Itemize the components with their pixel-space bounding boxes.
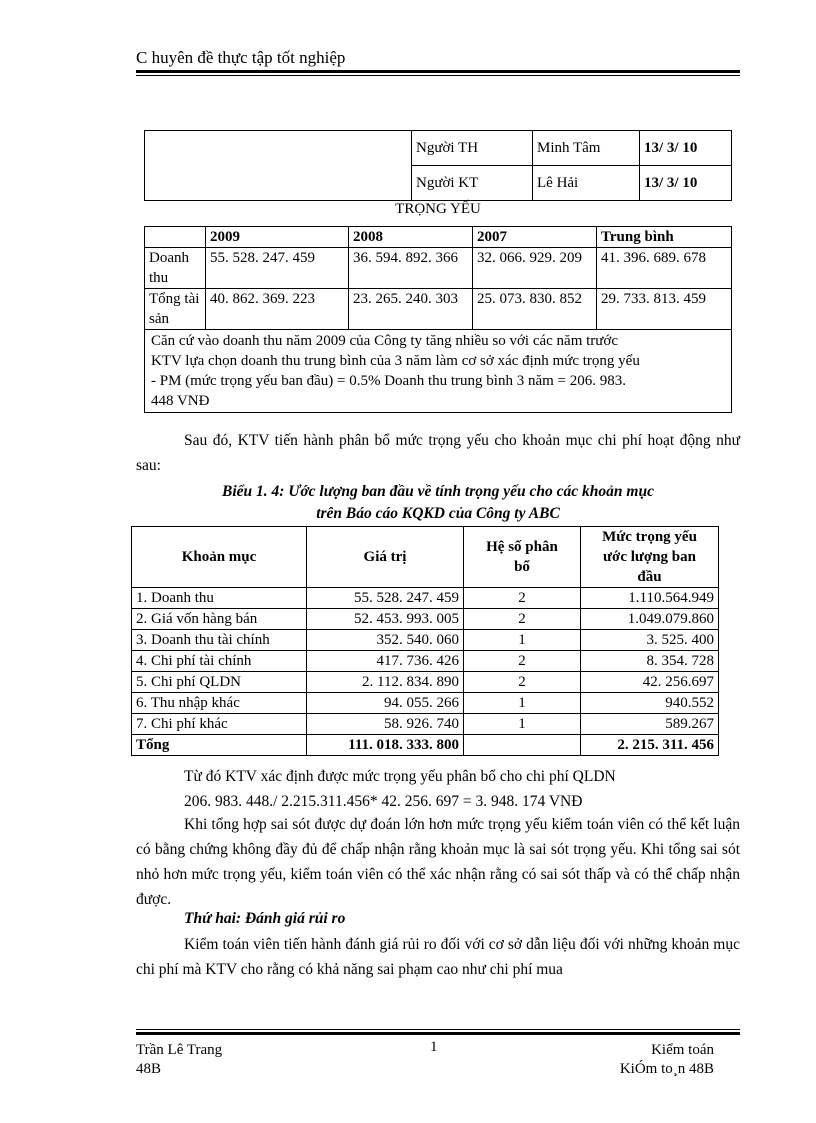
value-cell: 55. 528. 247. 459	[307, 588, 464, 609]
signoff-name: Minh Tâm	[533, 131, 640, 166]
note-line: - PM (mức trọng yếu ban đầu) = 0.5% Doanh thu trung bình 3 năm = 206. 983.	[151, 373, 626, 389]
value-cell: 36. 594. 892. 366	[349, 248, 473, 289]
footer-rule-thin	[136, 1029, 740, 1030]
col-header: Mức trọng yếu ước lượng ban đầu	[581, 527, 719, 588]
footer-dept: Kiểm toán	[651, 1042, 714, 1058]
footer-class-left: 48B	[136, 1061, 162, 1077]
conclusion-paragraph: Khi tổng hợp sai sót được dự đoán lớn hơn mức trọng yếu kiểm toán viên có thể kết luận có bằng chứng không đầy đủ để chấp nhận rằng khoản mục là sai sót trọng yếu. Khi tổng sai sót nhỏ hơn mức trọng yếu, kiểm toán viên có thể xác nhận rằng có sai sót thấp và có thể chấp nhận được.	[136, 816, 740, 908]
item-cell: 6. Thu nhập khác	[132, 693, 307, 714]
signoff-blank-cell	[145, 131, 412, 201]
total-row	[132, 735, 719, 756]
item-cell: 3. Doanh thu tài chính	[132, 630, 307, 651]
coef-cell: 1	[464, 714, 581, 735]
signoff-table	[144, 130, 732, 201]
row-label: Tổng tài sản	[145, 289, 206, 330]
value-cell: 55. 528. 247. 459	[206, 248, 349, 289]
pm-cell: 8. 354. 728	[581, 651, 719, 672]
col-header: Giá trị	[307, 527, 464, 588]
table-row	[132, 630, 719, 651]
pm-cell: 940.552	[581, 693, 719, 714]
signoff-date: 13/ 3/ 10	[640, 131, 732, 166]
table-row	[132, 714, 719, 735]
year-header: Trung bình	[597, 227, 732, 248]
total-label: Tổng	[132, 735, 307, 756]
result-formula: 206. 983. 448./ 2.215.311.456* 42. 256. 697 = 3. 948. 174 VNĐ	[184, 793, 583, 810]
total-value: 111. 018. 333. 800	[307, 735, 464, 756]
item-cell: 4. Chi phí tài chính	[132, 651, 307, 672]
signoff-date: 13/ 3/ 10	[640, 166, 732, 201]
total-pm: 2. 215. 311. 456	[581, 735, 719, 756]
value-cell: 2. 112. 834. 890	[307, 672, 464, 693]
materiality-note	[145, 330, 732, 413]
footer-rule-thick	[136, 1032, 740, 1035]
signoff-label: Người TH	[412, 131, 533, 166]
materiality-title: TRỌNG YẾU	[395, 201, 481, 217]
header-rule-thick	[136, 70, 740, 73]
value-cell: 94. 055. 266	[307, 693, 464, 714]
table-row	[132, 651, 719, 672]
col-header: Khoản mục	[132, 527, 307, 588]
signoff-label: Người KT	[412, 166, 533, 201]
table-row	[132, 672, 719, 693]
allocation-table	[131, 526, 719, 756]
footer-class-right: KiÓm to¸n 48B	[619, 1061, 714, 1077]
table-row	[132, 588, 719, 609]
value-cell: 417. 736. 426	[307, 651, 464, 672]
item-cell: 7. Chi phí khác	[132, 714, 307, 735]
coef-cell: 2	[464, 672, 581, 693]
pm-cell: 3. 525. 400	[581, 630, 719, 651]
value-cell: 58. 926. 740	[307, 714, 464, 735]
value-cell: 52. 453. 993. 005	[307, 609, 464, 630]
table-row	[132, 609, 719, 630]
year-header: 2007	[473, 227, 597, 248]
risk-paragraph: Kiểm toán viên tiến hành đánh giá rủi ro đối với cơ sở dẫn liệu đối với những khoản mục chi phí mà KTV cho rằng có khả năng sai phạm cao như chi phí mua	[136, 936, 740, 978]
result-paragraph-1: Từ đó KTV xác định được mức trọng yếu phân bổ cho chi phí QLDN	[184, 768, 616, 785]
item-cell: 2. Giá vốn hàng bán	[132, 609, 307, 630]
note-line: 448 VNĐ	[151, 393, 210, 409]
value-cell: 29. 733. 813. 459	[597, 289, 732, 330]
item-cell: 5. Chi phí QLDN	[132, 672, 307, 693]
table-caption-line2: trên Báo cáo KQKD của Công ty ABC	[316, 505, 560, 522]
row-label: Doanh thu	[145, 248, 206, 289]
footer-page-number: 1	[430, 1039, 438, 1055]
page-header-title: C huyên đề thực tập tốt nghiệp	[136, 48, 346, 67]
pm-cell: 589.267	[581, 714, 719, 735]
value-cell: 41. 396. 689. 678	[597, 248, 732, 289]
table-row	[132, 693, 719, 714]
coef-cell: 2	[464, 609, 581, 630]
note-line: Căn cứ vào doanh thu năm 2009 của Công ty tăng nhiều so với các năm trước	[151, 333, 619, 349]
materiality-table	[144, 226, 732, 413]
value-cell: 352. 540. 060	[307, 630, 464, 651]
allocation-paragraph: Sau đó, KTV tiến hành phân bổ mức trọng yếu cho khoản mục chi phí hoạt động như sau:	[136, 432, 740, 474]
item-cell: 1. Doanh thu	[132, 588, 307, 609]
coef-cell: 1	[464, 693, 581, 714]
section-heading-risk: Thứ hai: Đánh giá rủi ro	[184, 910, 346, 927]
table-caption-line1: Biểu 1. 4: Ước lượng ban đầu về tính trọng yếu cho các khoản mục	[222, 483, 654, 500]
pm-cell: 42. 256.697	[581, 672, 719, 693]
total-coef	[464, 735, 581, 756]
signoff-name: Lê Hải	[533, 166, 640, 201]
value-cell: 25. 073. 830. 852	[473, 289, 597, 330]
corner-cell	[145, 227, 206, 248]
value-cell: 32. 066. 929. 209	[473, 248, 597, 289]
coef-cell: 2	[464, 651, 581, 672]
header-rule-thin	[136, 75, 740, 76]
pm-cell: 1.049.079.860	[581, 609, 719, 630]
footer-author: Trần Lê Trang	[136, 1042, 223, 1058]
coef-cell: 2	[464, 588, 581, 609]
value-cell: 23. 265. 240. 303	[349, 289, 473, 330]
year-header: 2008	[349, 227, 473, 248]
col-header: Hệ số phân bổ	[464, 527, 581, 588]
coef-cell: 1	[464, 630, 581, 651]
year-header: 2009	[206, 227, 349, 248]
pm-cell: 1.110.564.949	[581, 588, 719, 609]
value-cell: 40. 862. 369. 223	[206, 289, 349, 330]
note-line: KTV lựa chọn doanh thu trung bình của 3 năm làm cơ sở xác định mức trọng yếu	[151, 353, 640, 369]
